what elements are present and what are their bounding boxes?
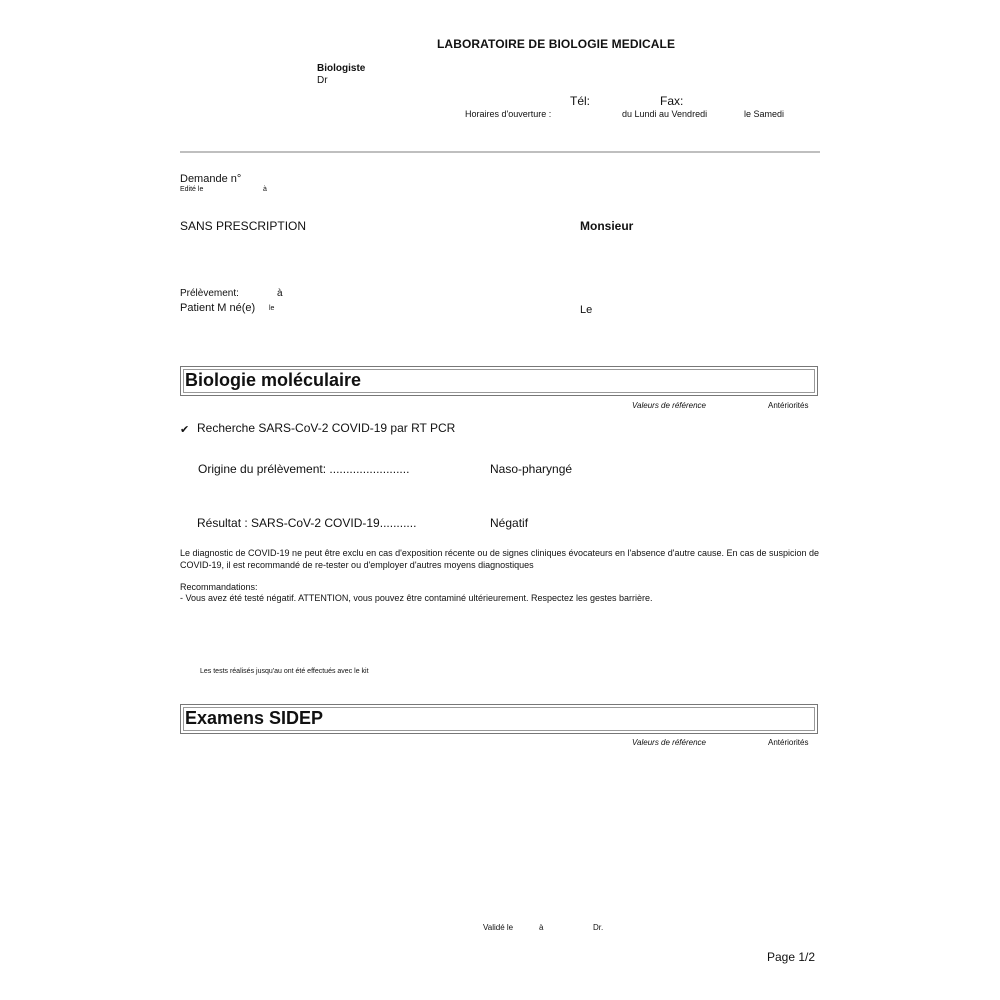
sample-origin-label: Origine du prélèvement: ........................	[198, 462, 410, 476]
biologiste-label: Biologiste	[317, 63, 366, 74]
result-value: Négatif	[490, 516, 529, 530]
saturday-hours: le Samedi	[744, 109, 785, 119]
result-label: Résultat : SARS-CoV-2 COVID-19...........	[197, 516, 417, 530]
weekday-hours: du Lundi au Vendredi	[622, 109, 708, 119]
edited-time-label: à	[263, 186, 267, 193]
kit-note: Les tests réalisés jusqu'au ont été effectués avec le kit	[200, 668, 369, 675]
reference-values-header: Valeurs de référence	[632, 401, 706, 410]
opening-hours-label: Horaires d'ouverture :	[465, 109, 552, 119]
sample-origin-value: Naso-pharyngé	[490, 462, 573, 476]
section-sidep-header	[180, 704, 818, 734]
patient-civility: Monsieur	[580, 219, 634, 233]
edited-date-label: Edité le	[180, 186, 204, 193]
prescription-status: SANS PRESCRIPTION	[180, 219, 307, 233]
header-divider	[180, 151, 820, 153]
page-number: Page 1/2	[767, 950, 816, 964]
tel-label: Tél:	[570, 94, 591, 108]
patient-birth-label: Patient M né(e)	[180, 302, 256, 314]
anteriorities-header-sidep: Antériorités	[768, 738, 809, 747]
diagnosis-note: Le diagnostic de COVID-19 ne peut être exclu en cas d'exposition récente ou de signes cliniques évocateurs en l'absence d'autre cause. En cas de suspicion de COVID-19, il est recommandé de re-tester ou d'employer d'autres moyens diagnostiques	[180, 548, 820, 570]
fax-label: Fax:	[660, 94, 684, 108]
lab-title: LABORATOIRE DE BIOLOGIE MEDICALE	[437, 37, 676, 51]
sampling-label: Prélèvement:	[180, 288, 239, 299]
recommendations	[180, 582, 830, 604]
anteriorities-header: Antériorités	[768, 401, 809, 410]
section-sidep-title: Examens SIDEP	[185, 708, 324, 728]
reference-values-header-sidep: Valeurs de référence	[632, 738, 706, 747]
recommendations-text: - Vous avez été testé négatif. ATTENTION, vous pouvez être contaminé ultérieurement. Respectez les gestes barrière.	[180, 593, 653, 603]
section-molecular-title: Biologie moléculaire	[185, 370, 362, 390]
request-number-label: Demande n°	[180, 173, 242, 185]
test-name: Recherche SARS-CoV-2 COVID-19 par RT PCR	[197, 421, 456, 435]
date-label: Le	[580, 304, 593, 316]
validated-date-label: Validé le	[483, 923, 514, 932]
patient-birth-date-label: le	[269, 305, 275, 312]
doctor-label: Dr	[317, 75, 328, 86]
check-icon: ✔	[180, 424, 190, 436]
validated-time-label: à	[539, 923, 544, 932]
recommendations-title: Recommandations:	[180, 582, 258, 592]
sampling-time-label: à	[277, 288, 283, 299]
validated-doctor-label: Dr.	[593, 923, 604, 932]
section-molecular-header	[180, 366, 818, 396]
